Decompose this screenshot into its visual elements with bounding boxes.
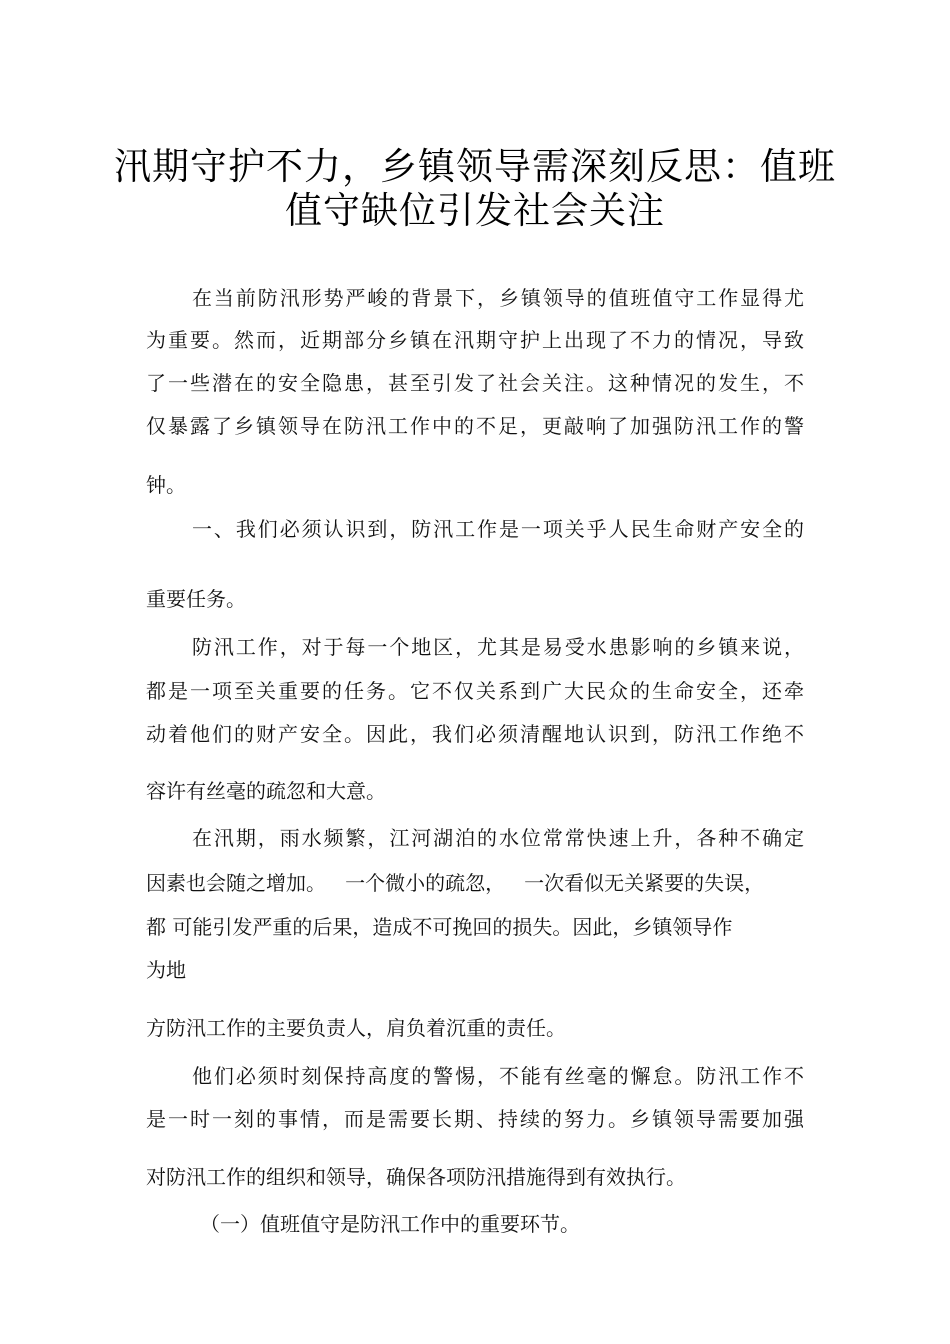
paragraph-line: 都是一项至关重要的任务。它不仅关系到广大民众的生命安全，还牵 [146,679,804,703]
paragraph-line: 在汛期，雨水频繁，江河湖泊的水位常常快速上升，各种不确定 [192,826,804,850]
document-title-line-1: 汛期守护不力，乡镇领导需深刻反思：值班 [114,145,836,188]
subsection-heading: （一）值班值守是防汛工作中的重要环节。 [200,1212,580,1236]
paragraph-line: 防汛工作，对于每一个地区，尤其是易受水患影响的乡镇来说， [192,635,804,659]
paragraph-line: 是一时一刻的事情，而是需要长期、持续的努力。乡镇领导需要加强 [146,1107,804,1131]
paragraph-line: 了一些潜在的安全隐患，甚至引发了社会关注。这种情况的发生，不 [146,371,804,395]
paragraph-line: 钟。 [146,473,186,497]
section-heading-line: 一、我们必须认识到，防汛工作是一项关乎人民生命财产安全的 [192,517,804,541]
document-title-line-2: 值守缺位引发社会关注 [285,189,665,232]
paragraph-line: 动着他们的财产安全。因此，我们必须清醒地认识到，防汛工作绝不 [146,722,804,746]
paragraph-line: 他们必须时刻保持高度的警惕，不能有丝毫的懈怠。防汛工作不 [192,1064,804,1088]
paragraph-line: 对防汛工作的组织和领导，确保各项防汛措施得到有效执行。 [146,1165,686,1189]
paragraph-line: 在当前防汛形势严峻的背景下，乡镇领导的值班值守工作显得尤 [192,286,804,310]
paragraph-line: 容许有丝毫的疏忽和大意。 [146,779,386,803]
paragraph-line: 都 可能引发严重的后果，造成不可挽回的损失。因此，乡镇领导作 [146,915,733,939]
section-heading-line: 重要任务。 [146,587,246,611]
paragraph-line: 方防汛工作的主要负责人，肩负着沉重的责任。 [146,1016,566,1040]
paragraph-line: 为重要。然而，近期部分乡镇在汛期守护上出现了不力的情况，导致 [146,328,804,352]
paragraph-line: 为地 [146,958,186,982]
paragraph-line: 仅暴露了乡镇领导在防汛工作中的不足，更敲响了加强防汛工作的警 [146,414,804,438]
paragraph-line: 因素也会随之增加。 一个微小的疏忽， 一次看似无关紧要的失误， [146,871,765,895]
